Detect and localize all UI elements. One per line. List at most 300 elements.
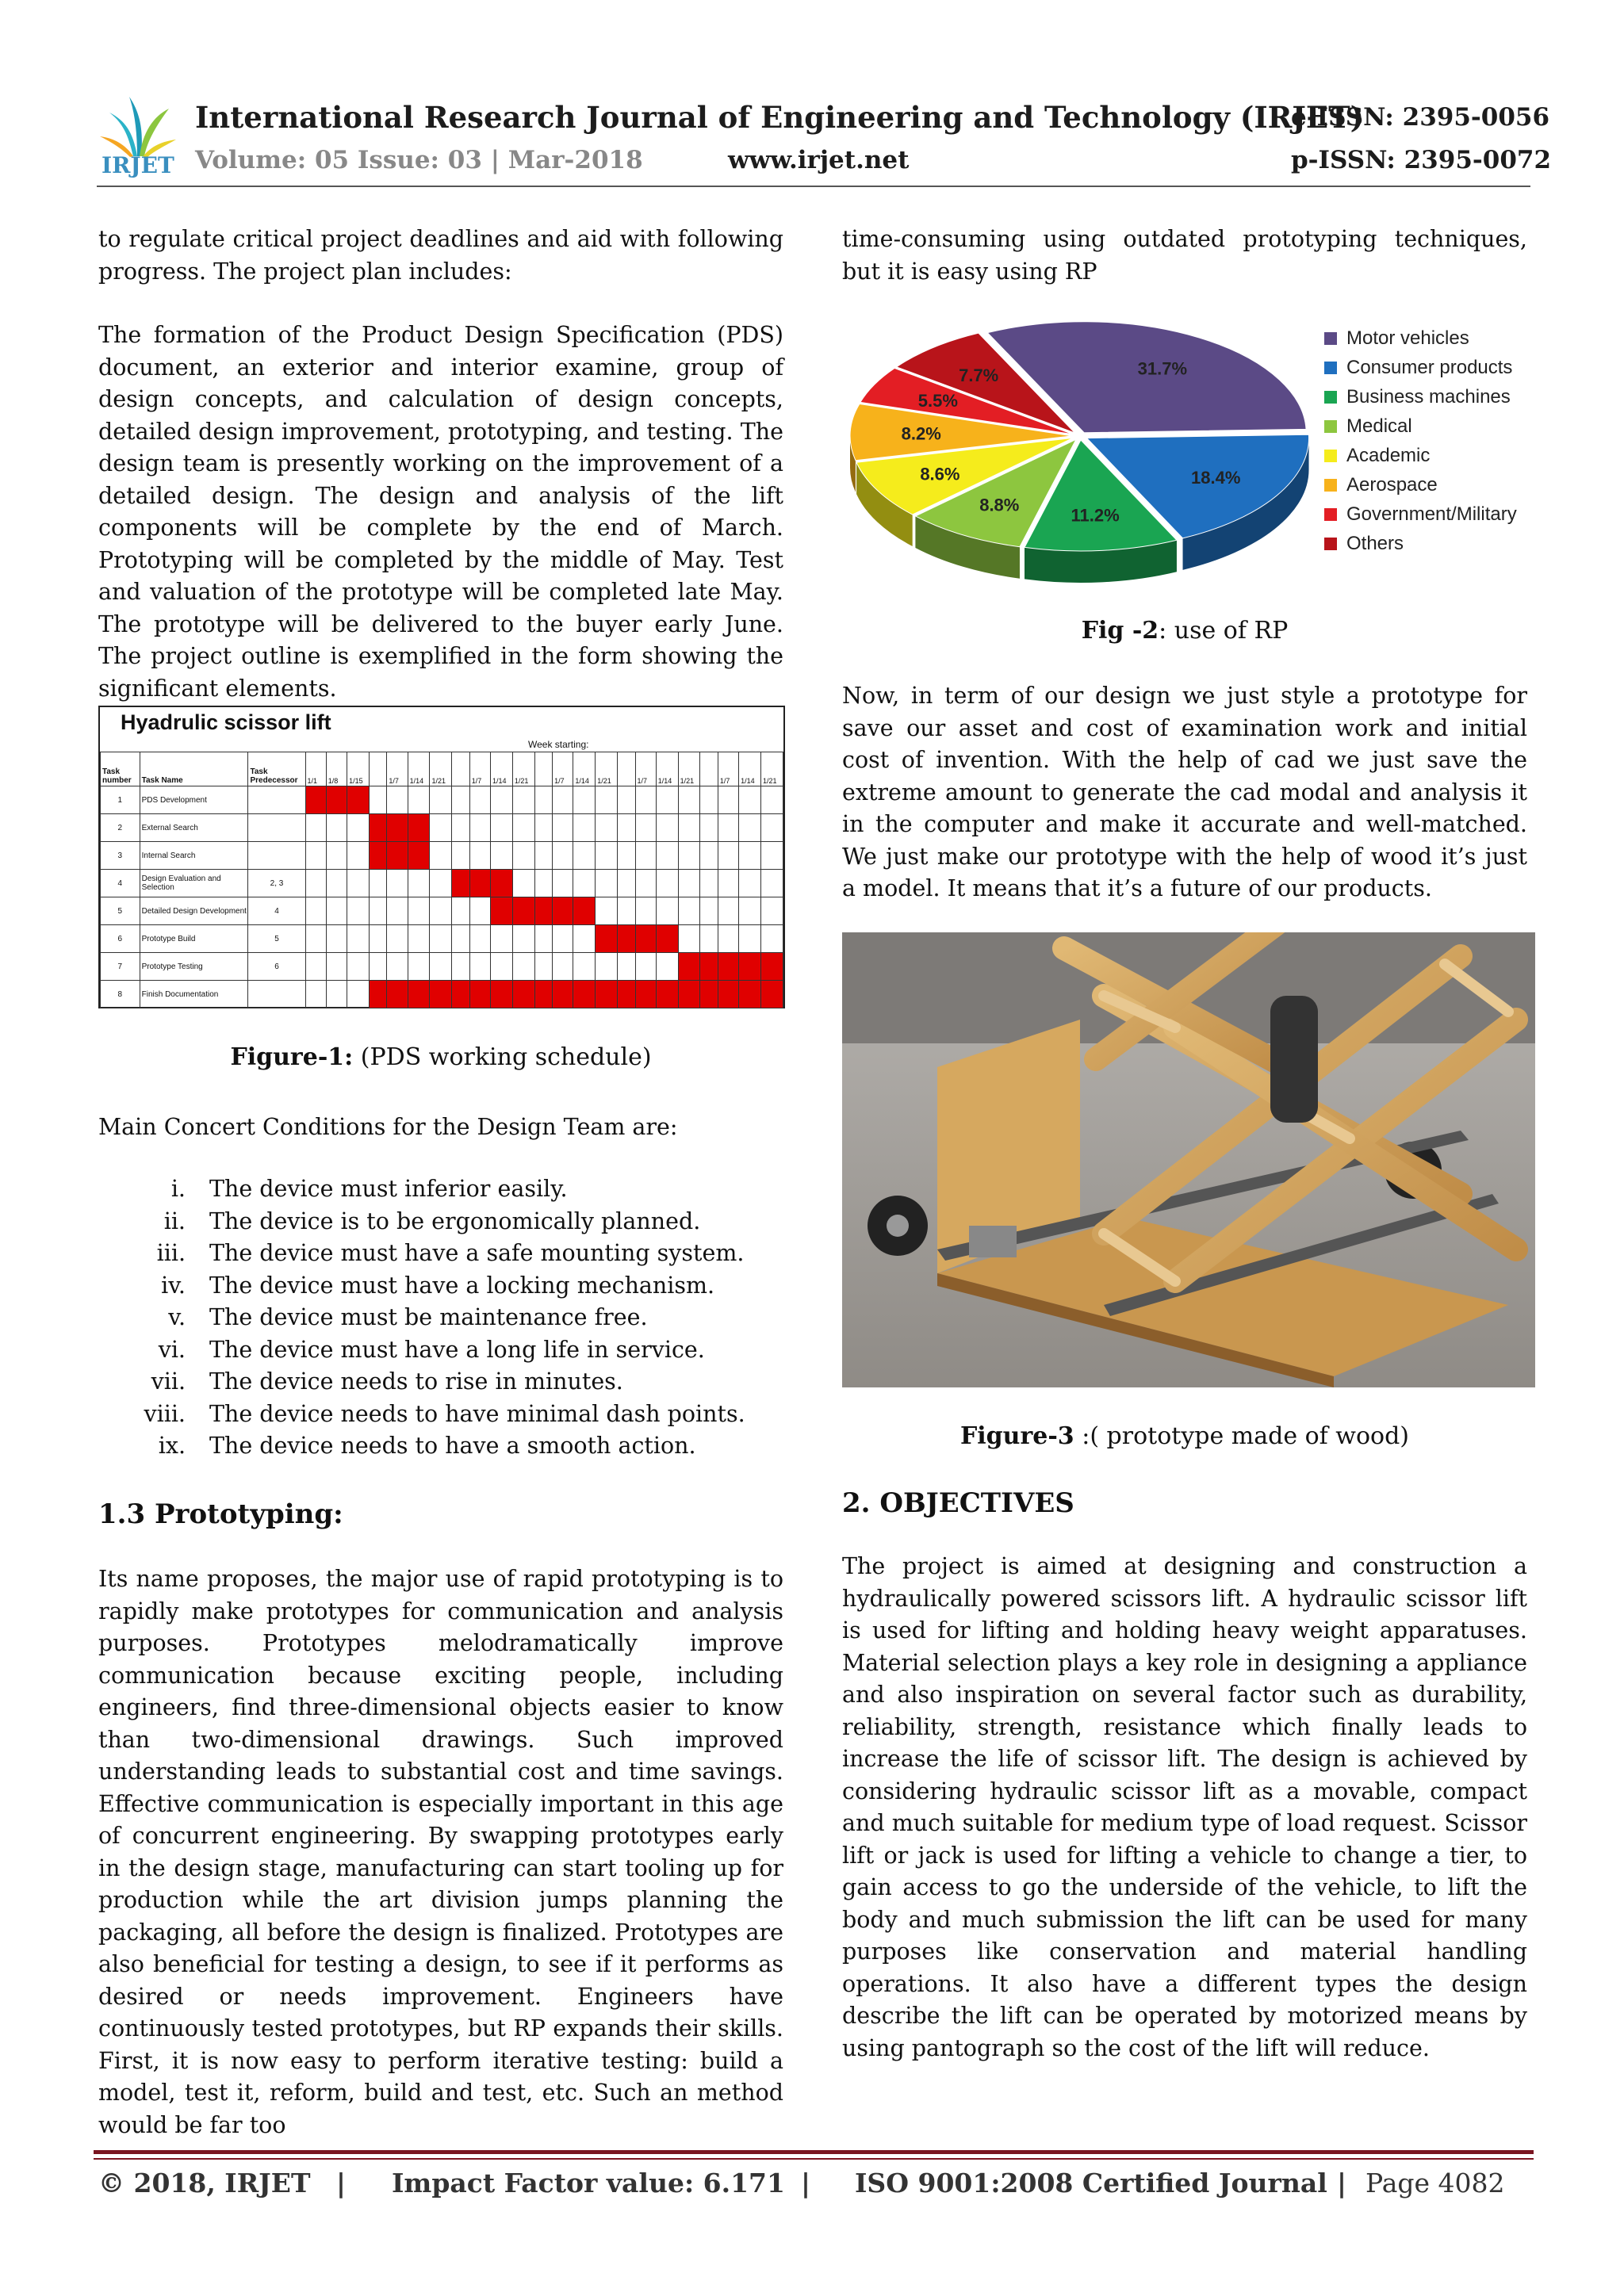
gantt-col-predecessor: Task Predecessor [248,752,305,786]
figure-2-label: Fig -2 [1081,617,1159,645]
gantt-empty-cell [678,897,700,925]
gantt-bar-cell [430,981,452,1008]
gantt-empty-cell [512,786,534,814]
gantt-empty-cell [305,870,326,897]
gantt-empty-cell [656,814,678,842]
gantt-empty-cell [700,925,718,953]
gantt-empty-cell [430,786,452,814]
right-intro-paragraph: time-consuming using outdated prototyping techniques, but it is easy using RP [842,226,1527,285]
gantt-task-row [101,981,783,1008]
gantt-empty-cell [534,870,553,897]
gantt-empty-cell [635,870,656,897]
gantt-empty-cell [596,897,618,925]
gantt-empty-cell [430,897,452,925]
gantt-empty-cell [739,870,761,897]
figure-1-caption [98,1043,783,1071]
gantt-week-header: 1/21 [512,752,534,786]
gantt-empty-cell [596,870,618,897]
gantt-week-header: 1/8 [326,752,347,786]
pie-legend-item [1324,441,1517,470]
legend-label: Government/Military [1346,503,1517,525]
gantt-empty-cell [760,842,783,870]
gantt-bar-cell [596,925,618,953]
gantt-empty-cell [491,925,513,953]
gantt-bar-cell [573,981,596,1008]
gantt-empty-cell [718,842,738,870]
gantt-empty-cell [512,842,534,870]
gantt-bar-cell [491,981,513,1008]
condition-item [98,1334,796,1367]
gantt-week-label: Week starting: [528,739,589,750]
gantt-bar-cell [678,953,700,981]
pie-data-label: 18.4% [1191,468,1241,488]
gantt-empty-cell [491,953,513,981]
condition-item [98,1366,796,1399]
gantt-empty-cell [452,842,470,870]
gantt-week-header: 1/14 [573,752,596,786]
footer-iso: ISO 9001:2008 Certified Journal [855,2168,1327,2198]
gantt-week-header: 1/14 [408,752,430,786]
condition-number: i. [170,1176,186,1202]
gantt-bar-cell [305,786,326,814]
gantt-empty-cell [739,897,761,925]
intro-paragraph: to regulate critical project deadlines and aid with following progress. The project plan includes: [98,226,783,285]
gantt-empty-cell [718,814,738,842]
gantt-empty-cell [326,953,347,981]
gantt-week-header: 1/14 [491,752,513,786]
gantt-bar-cell [700,981,718,1008]
gantt-empty-cell [700,814,718,842]
gantt-empty-cell [326,981,347,1008]
gantt-bar-cell [369,981,387,1008]
gantt-empty-cell [617,953,635,981]
prototyping-paragraph: Its name proposes, the major use of rapid prototyping is to rapidly make prototypes for communication and analysis purposes. Prototypes melodramatically improve communication because exciting people, including engineers, find three-dimensional objects easier to know than two-dimensional drawings. Such improved understanding leads to substantial cost and time savings. Effective communication is especially important in this age of concurrent engineering. By swapping prototypes early in the design stage, manufacturing can start tooling up for production while the art division jumps planning the packaging, all before the design is finalized. Prototypes are also beneficial for testing a design, to see if it performs as desired or needs improvement. Engineers have continuously tested prototypes, but RP expands their skills. First, it is now easy to perform iterative testing: build a model, test it, reform, build and test, etc. Such an method would be far too [98,1566,783,2138]
gantt-week-header: 1/7 [387,752,408,786]
gantt-empty-cell [326,814,347,842]
gantt-empty-cell [452,814,470,842]
gantt-empty-cell [469,814,490,842]
condition-text: The device must have a safe mounting system. [209,1240,745,1266]
gantt-task-predecessor [248,981,305,1008]
gantt-week-header [534,752,553,786]
gantt-bar-cell [387,814,408,842]
gantt-table [100,752,783,1008]
condition-number: vii. [151,1368,186,1395]
eissn: e-ISSN: 2395-0056 [1291,103,1550,132]
gantt-task-row [101,842,783,870]
gantt-empty-cell [347,842,370,870]
condition-text: The device must inferior easily. [209,1176,568,1202]
gantt-empty-cell [452,786,470,814]
gantt-empty-cell [553,842,573,870]
gantt-empty-cell [739,842,761,870]
pie-legend-item [1324,499,1517,529]
gantt-bar-cell [408,842,430,870]
figure-1-label: Figure-1: [230,1043,354,1071]
gantt-empty-cell [553,786,573,814]
objectives-paragraph: The project is aimed at designing and construction a hydraulically powered scissors lift. A hydraulic scissor lift is used for lifting and holding heavy weight apparatuses. Material selection plays a key role in designing a appliance and also inspiration on several factor such as durability, reliability, strength, resistance which finally leads to increase the life of scissor lift. The design is achieved by considering hydraulic scissor lift as a movable, compact and much suitable for medium type of load request. Scissor lift or jack is used for lifting a vehicle to change a tier, to gain access to go the underside of the vehicle, to lift the body and much submission the lift can be used for many purposes like conservation and material handling operations. It also have a different types the design describe the lift can be operated by motorized means by using pantograph so the cost of the lift will reduce. [842,1553,1527,2061]
gantt-empty-cell [739,925,761,953]
gantt-week-header [700,752,718,786]
gantt-task-row [101,897,783,925]
gantt-empty-cell [347,981,370,1008]
gantt-empty-cell [347,897,370,925]
gantt-empty-cell [534,953,553,981]
gantt-empty-cell [739,814,761,842]
gantt-task-name: Detailed Design Development [140,897,248,925]
header-rule [97,186,1530,187]
footer-rule-bottom [94,2158,1534,2160]
gantt-col-number: Task number [101,752,140,786]
gantt-bar-cell [553,897,573,925]
gantt-bar-cell [469,870,490,897]
figure-2-caption [842,617,1527,645]
condition-number: iii. [156,1240,186,1266]
gantt-bar-cell [718,953,738,981]
footer-page: Page 4082 [1365,2168,1505,2198]
gantt-empty-cell [387,925,408,953]
gantt-empty-cell [635,842,656,870]
gantt-week-header: 1/7 [635,752,656,786]
gantt-empty-cell [347,925,370,953]
gantt-bar-cell [491,870,513,897]
condition-item [98,1302,796,1334]
figure-3-caption [842,1422,1527,1450]
gantt-empty-cell [656,870,678,897]
gantt-task-predecessor: 2, 3 [248,870,305,897]
legend-swatch [1324,420,1337,433]
gantt-empty-cell [678,786,700,814]
pissn: p-ISSN: 2395-0072 [1291,146,1552,174]
gantt-empty-cell [491,786,513,814]
figure-2-text: : use of RP [1159,617,1289,645]
gantt-week-header: 1/21 [430,752,452,786]
condition-text: The device needs to have minimal dash points. [209,1400,745,1427]
pie-legend-item [1324,382,1517,411]
gantt-empty-cell [656,842,678,870]
gantt-task-name: Design Evaluation and Selection [140,870,248,897]
gantt-empty-cell [635,786,656,814]
gantt-task-row [101,786,783,814]
gantt-empty-cell [718,925,738,953]
gantt-bar-cell [596,981,618,1008]
legend-label: Academic [1346,444,1431,466]
figure-1-text: (PDS working schedule) [353,1043,652,1071]
gantt-col-name: Task Name [140,752,248,786]
gantt-bar-cell [534,981,553,1008]
gantt-task-number: 7 [101,953,140,981]
gantt-empty-cell [760,897,783,925]
gantt-empty-cell [573,842,596,870]
gantt-empty-cell [700,897,718,925]
gantt-empty-cell [347,814,370,842]
gantt-empty-cell [760,870,783,897]
pie-data-label: 8.8% [979,495,1020,515]
gantt-empty-cell [469,842,490,870]
gantt-empty-cell [656,953,678,981]
gantt-empty-cell [469,953,490,981]
gantt-empty-cell [326,870,347,897]
gantt-week-header: 1/7 [469,752,490,786]
gantt-empty-cell [512,870,534,897]
journal-title: International Research Journal of Engineering and Technology (IRJET) [195,100,1365,135]
gantt-task-name: Prototype Build [140,925,248,953]
gantt-task-name: Finish Documentation [140,981,248,1008]
gantt-empty-cell [596,786,618,814]
legend-label: Aerospace [1346,473,1438,496]
gantt-empty-cell [700,870,718,897]
gantt-empty-cell [573,814,596,842]
gantt-empty-cell [760,925,783,953]
gantt-task-number: 2 [101,814,140,842]
condition-text: The device must have a long life in service. [209,1336,705,1363]
gantt-task-number: 6 [101,925,140,953]
legend-swatch [1324,332,1337,345]
gantt-empty-cell [760,786,783,814]
gantt-task-predecessor: 6 [248,953,305,981]
gantt-bar-cell [617,981,635,1008]
gantt-bar-cell [452,870,470,897]
gantt-bar-cell [369,842,387,870]
gantt-empty-cell [718,786,738,814]
gantt-empty-cell [305,897,326,925]
gantt-bar-cell [387,981,408,1008]
gantt-empty-cell [512,925,534,953]
gantt-empty-cell [469,925,490,953]
gantt-empty-cell [718,870,738,897]
gantt-task-row [101,870,783,897]
pie-legend-item [1324,411,1517,441]
gantt-week-header: 1/1 [305,752,326,786]
condition-number: iv. [161,1272,186,1299]
gantt-bar-cell [347,786,370,814]
condition-number: viii. [144,1400,186,1427]
gantt-empty-cell [408,897,430,925]
gantt-task-number: 1 [101,786,140,814]
gantt-empty-cell [718,897,738,925]
gantt-empty-cell [700,842,718,870]
gantt-empty-cell [452,897,470,925]
gantt-empty-cell [534,842,553,870]
gantt-bar-cell [452,981,470,1008]
gantt-bar-cell [408,814,430,842]
gantt-task-number: 8 [101,981,140,1008]
gantt-empty-cell [700,786,718,814]
condition-text: The device needs to have a smooth action. [209,1433,696,1459]
gantt-bar-cell [326,786,347,814]
pie-legend-item [1324,353,1517,382]
legend-swatch [1324,450,1337,462]
gantt-task-name: Internal Search [140,842,248,870]
gantt-bar-cell [512,981,534,1008]
gantt-empty-cell [305,953,326,981]
condition-number: ix. [158,1433,186,1459]
gantt-empty-cell [469,786,490,814]
gantt-empty-cell [573,953,596,981]
gantt-empty-cell [387,953,408,981]
gantt-task-predecessor: 5 [248,925,305,953]
pie-legend-item [1324,470,1517,499]
gantt-bar-cell [491,897,513,925]
conditions-intro: Main Concert Conditions for the Design Team are: [98,1114,678,1140]
gantt-empty-cell [408,870,430,897]
pie-data-label: 8.6% [920,464,960,484]
gantt-task-number: 3 [101,842,140,870]
gantt-week-header: 1/21 [678,752,700,786]
gantt-empty-cell [617,814,635,842]
legend-label: Consumer products [1346,356,1513,378]
legend-swatch [1324,538,1337,550]
condition-number: v. [168,1304,186,1330]
condition-text: The device must be maintenance free. [209,1304,648,1330]
gantt-bar-cell [617,925,635,953]
gantt-bar-cell [656,925,678,953]
gantt-empty-cell [491,814,513,842]
gantt-bar-cell [635,925,656,953]
gantt-empty-cell [534,925,553,953]
condition-item [98,1173,796,1206]
condition-item [98,1430,796,1463]
gantt-bar-cell [553,981,573,1008]
footer-sep-3: | [1337,2168,1347,2198]
legend-swatch [1324,508,1337,521]
legend-swatch [1324,391,1337,404]
footer-sep-2: | [801,2168,811,2198]
gantt-empty-cell [617,786,635,814]
gantt-bar-cell [635,981,656,1008]
gantt-bar-cell [369,814,387,842]
gantt-empty-cell [452,925,470,953]
gantt-empty-cell [678,842,700,870]
gantt-empty-cell [305,981,326,1008]
gantt-empty-cell [305,842,326,870]
gantt-empty-cell [739,786,761,814]
design-paragraph: Now, in term of our design we just style a prototype for save our asset and cost of examination work and initial cost of invention. With the help of cad we just save the extreme amount to generate the cad modal and analysis it in the computer and make it accurate and well-matched. We just make our prototype with the help of wood it’s just a model. It means that it’s a future of our products. [842,683,1527,901]
condition-number: vi. [158,1336,186,1363]
gantt-task-row [101,814,783,842]
gantt-empty-cell [617,842,635,870]
gantt-empty-cell [387,897,408,925]
gantt-empty-cell [512,953,534,981]
gantt-empty-cell [553,814,573,842]
figure-3-label: Figure-3 [959,1422,1074,1450]
pie-legend [1324,323,1517,558]
gantt-week-header: 1/21 [760,752,783,786]
gantt-empty-cell [387,870,408,897]
gantt-bar-cell [739,953,761,981]
gantt-bar-cell [739,981,761,1008]
gantt-empty-cell [408,953,430,981]
gantt-task-name: External Search [140,814,248,842]
pie-data-label: 8.2% [901,423,941,444]
gantt-week-header: 1/15 [347,752,370,786]
gantt-bar-cell [512,897,534,925]
gantt-empty-cell [553,925,573,953]
gantt-task-number: 5 [101,897,140,925]
gantt-empty-cell [534,786,553,814]
gantt-empty-cell [452,953,470,981]
gantt-task-row [101,953,783,981]
gantt-bar-cell [408,981,430,1008]
pie-data-label: 5.5% [917,391,958,411]
logo-text: IRJET [102,152,174,178]
condition-text: The device is to be ergonomically planned. [209,1207,701,1234]
gantt-empty-cell [678,925,700,953]
gantt-empty-cell [635,953,656,981]
legend-label: Others [1346,532,1404,554]
gantt-empty-cell [347,870,370,897]
plan-paragraph: The formation of the Product Design Specification (PDS) document, an exterior and interior examine, group of design concepts, and calculation of design concepts, detailed design improvement, prototyping, and testing. The design team is presently working on the improvement of a detailed design. The design and analysis of the lift components will be complete by the end of March. Prototyping will be completed by the middle of May. Test and valuation of the prototype will be completed late May. The prototype will be delivered to the buyer early June. The project outline is exemplified in the form showing the significant elements. [98,322,783,702]
condition-item [98,1206,796,1238]
gantt-empty-cell [326,897,347,925]
gantt-empty-cell [512,814,534,842]
footer-copyright: © 2018, IRJET [98,2168,311,2198]
gantt-figure [98,706,785,1008]
gantt-bar-cell [700,953,718,981]
gantt-week-header: 1/14 [739,752,761,786]
footer-sep-1: | [336,2168,347,2198]
gantt-bar-cell [534,897,553,925]
pie-svg [842,317,1318,587]
gantt-empty-cell [596,842,618,870]
pie-data-label: 31.7% [1137,358,1188,379]
gantt-empty-cell [387,786,408,814]
gantt-empty-cell [573,925,596,953]
condition-text: The device must have a locking mechanism. [209,1272,715,1299]
gantt-empty-cell [430,953,452,981]
pie-data-label: 11.2% [1071,505,1120,526]
gantt-empty-cell [369,786,387,814]
gantt-bar-cell [469,981,490,1008]
gantt-empty-cell [656,897,678,925]
gantt-empty-cell [326,842,347,870]
conditions-list [98,1173,796,1463]
gantt-empty-cell [617,897,635,925]
gantt-empty-cell [573,870,596,897]
gantt-week-header: 1/7 [553,752,573,786]
gantt-empty-cell [553,870,573,897]
gantt-task-predecessor [248,842,305,870]
gantt-empty-cell [347,953,370,981]
footer-impact: Impact Factor value: 6.171 [392,2168,785,2198]
legend-swatch [1324,479,1337,492]
gantt-empty-cell [635,814,656,842]
journal-logo [94,89,181,184]
gantt-empty-cell [678,870,700,897]
gantt-week-header [452,752,470,786]
pie-legend-item [1324,529,1517,558]
gantt-task-name: Prototype Testing [140,953,248,981]
gantt-empty-cell [678,814,700,842]
section-heading-objectives: 2. OBJECTIVES [842,1487,1074,1519]
gantt-bar-cell [573,897,596,925]
gantt-empty-cell [369,953,387,981]
gantt-empty-cell [534,814,553,842]
website: www.irjet.net [728,146,910,174]
gantt-empty-cell [656,786,678,814]
legend-label: Business machines [1346,385,1511,408]
gantt-empty-cell [326,925,347,953]
gantt-empty-cell [305,814,326,842]
gantt-empty-cell [491,842,513,870]
footer-rule-top [94,2150,1534,2154]
gantt-week-header: 1/14 [656,752,678,786]
gantt-task-predecessor [248,786,305,814]
volume-issue: Volume: 05 Issue: 03 | Mar-2018 [195,146,643,174]
gantt-empty-cell [369,897,387,925]
gantt-empty-cell [305,925,326,953]
gantt-empty-cell [573,786,596,814]
